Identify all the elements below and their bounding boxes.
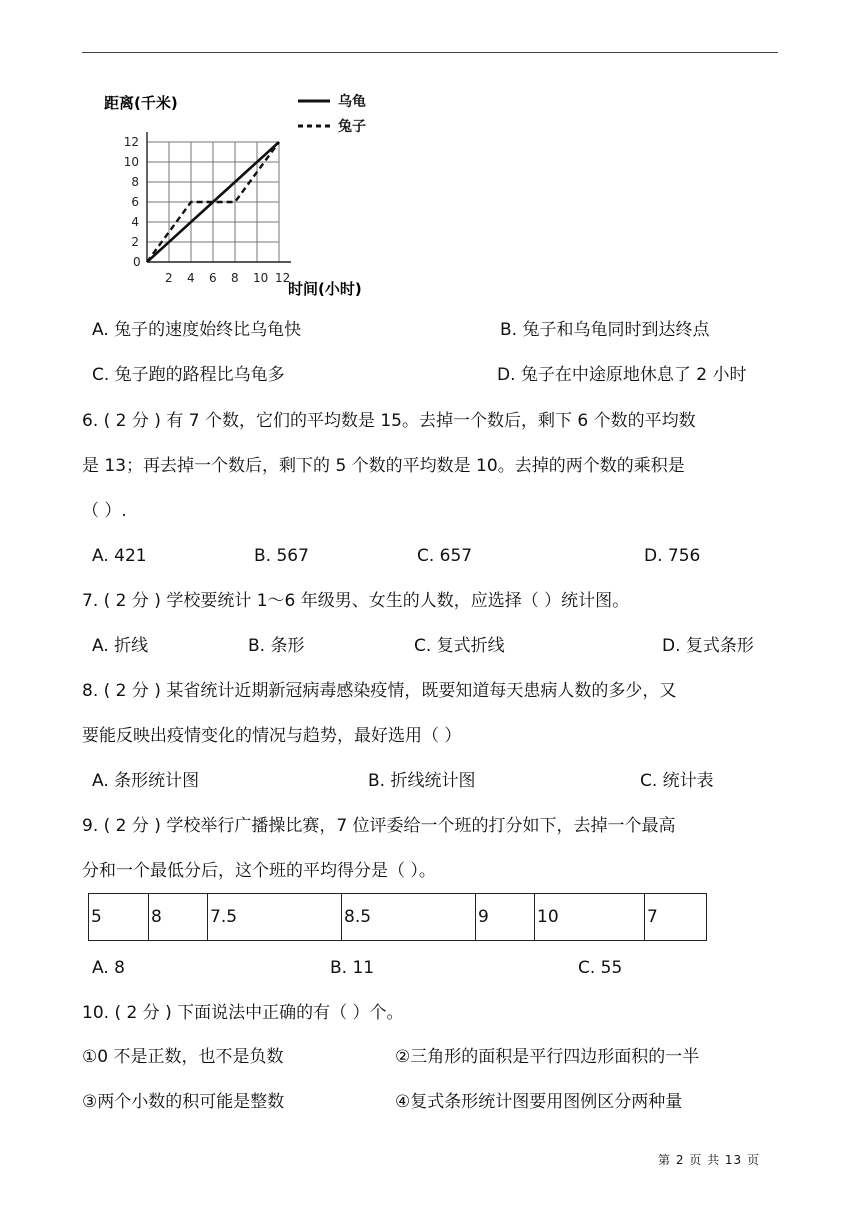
- q5-option-a: A. 兔子的速度始终比乌龟快: [92, 320, 302, 340]
- q7-option-b: B. 条形: [248, 636, 305, 656]
- y-tick-label: 8: [131, 175, 139, 189]
- x-tick-label: 4: [187, 271, 195, 285]
- q7-text-line1: 7. ( 2 分 ) 学校要统计 1～6 年级男、女生的人数，应选择（ ）统计图。: [82, 591, 630, 611]
- q6-option-a: A. 421: [92, 546, 147, 566]
- score-cell: 8: [149, 894, 208, 941]
- q5-option-c: C. 兔子跑的路程比乌龟多: [92, 365, 285, 385]
- table-row: [89, 894, 707, 941]
- q9-option-c: C. 55: [578, 958, 623, 978]
- q5-option-b: B. 兔子和乌龟同时到达终点: [500, 320, 710, 340]
- q6-text-line2: 是 13；再去掉一个数后，剩下的 5 个数的平均数是 10。去掉的两个数的乘积是: [82, 456, 685, 476]
- q6-text-line1: 6. ( 2 分 ) 有 7 个数，它们的平均数是 15。去掉一个数后，剩下 6 个数的平均数: [82, 411, 696, 431]
- page-footer: 第 2 页 共 13 页: [658, 1153, 760, 1167]
- legend-label: 乌龟: [338, 94, 366, 110]
- q5-option-d: D. 兔子在中途原地休息了 2 小时: [497, 365, 747, 385]
- q10-statement-2: ②三角形的面积是平行四边形面积的一半: [395, 1047, 700, 1067]
- score-table: [88, 893, 707, 941]
- q10-statement-4: ④复式条形统计图要用图例区分两种量: [395, 1092, 683, 1112]
- q8-option-a: A. 条形统计图: [92, 771, 200, 791]
- q7-option-c: C. 复式折线: [414, 636, 505, 656]
- q6-text-line3: （ ）.: [82, 501, 127, 521]
- legend-label: 兔子: [338, 119, 366, 135]
- x-tick-label: 8: [231, 271, 239, 285]
- q8-text-line1: 8. ( 2 分 ) 某省统计近期新冠病毒感染疫情，既要知道每天患病人数的多少，又: [82, 681, 677, 701]
- x-tick-label: 0: [133, 255, 141, 269]
- q6-option-d: D. 756: [644, 546, 701, 566]
- x-tick-label: 10: [253, 271, 269, 285]
- q8-option-b: B. 折线统计图: [368, 771, 476, 791]
- score-cell: 9: [476, 894, 535, 941]
- score-cell: 7: [645, 894, 707, 941]
- q7-option-d: D. 复式条形: [662, 636, 754, 656]
- q9-text-line2: 分和一个最低分后，这个班的平均得分是（ ）。: [82, 861, 436, 881]
- score-cell: 5: [89, 894, 149, 941]
- y-tick-label: 2: [131, 235, 139, 249]
- q6-option-b: B. 567: [254, 546, 309, 566]
- score-cell: 7.5: [208, 894, 342, 941]
- q9-option-b: B. 11: [330, 958, 375, 978]
- y-tick-label: 10: [123, 155, 139, 169]
- q9-text-line1: 9. ( 2 分 ) 学校举行广播操比赛，7 位评委给一个班的打分如下，去掉一个最高: [82, 816, 676, 836]
- x-tick-label: 2: [165, 271, 173, 285]
- q10-statement-3: ③两个小数的积可能是整数: [82, 1092, 285, 1112]
- q8-text-line2: 要能反映出疫情变化的情况与趋势，最好选用（ ）: [82, 726, 462, 746]
- y-tick-label: 12: [123, 135, 139, 149]
- y-axis-label: 距离(千米): [104, 94, 178, 112]
- chart-legend: [298, 93, 366, 135]
- y-tick-label: 6: [131, 195, 139, 209]
- score-cell: 8.5: [342, 894, 476, 941]
- x-tick-label: 6: [209, 271, 217, 285]
- header-rule: [82, 52, 778, 53]
- distance-time-chart: [90, 88, 390, 303]
- q7-option-a: A. 折线: [92, 636, 149, 656]
- q8-option-c: C. 统计表: [640, 771, 714, 791]
- y-tick-label: 4: [131, 215, 139, 229]
- score-cell: 10: [535, 894, 645, 941]
- x-axis-label: 时间(小时): [288, 280, 362, 298]
- q10-statement-1: ①0 不是正数，也不是负数: [82, 1047, 284, 1067]
- q6-option-c: C. 657: [417, 546, 473, 566]
- q9-option-a: A. 8: [92, 958, 125, 978]
- x-tick-label: 12: [275, 271, 291, 285]
- q10-text-line1: 10. ( 2 分 ) 下面说法中正确的有（ ）个。: [82, 1003, 404, 1023]
